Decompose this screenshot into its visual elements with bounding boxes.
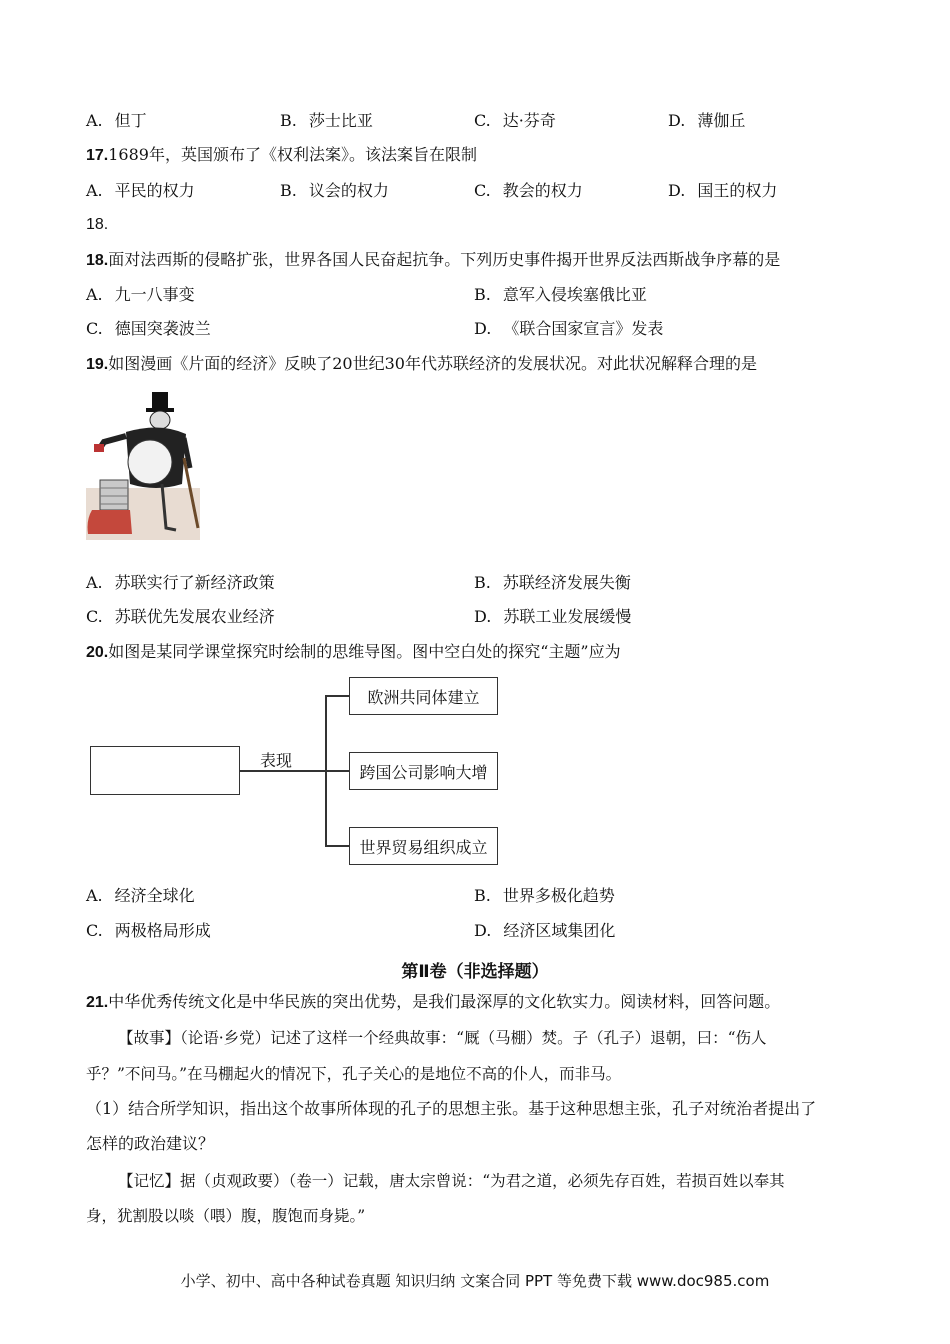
q18-option-b: B. 意军入侵埃塞俄比亚 xyxy=(474,285,647,304)
q16-option-b: B. 莎士比亚 xyxy=(280,111,373,130)
q17-option-b: B. 议会的权力 xyxy=(280,181,389,200)
q21-stem: 21.中华优秀传统文化是中华民族的突出优势，是我们最深厚的文化软实力。阅读材料，回答问题。 xyxy=(86,992,781,1011)
q20-option-c: C. 两极格局形成 xyxy=(86,921,211,940)
q19-option-d: D. 苏联工业发展缓慢 xyxy=(474,607,632,626)
q17-option-a: A. 平民的权力 xyxy=(86,181,195,200)
q18-option-a: A. 九一八事变 xyxy=(86,285,195,304)
stray-number: 18. xyxy=(86,216,109,233)
q20-option-b: B. 世界多极化趋势 xyxy=(474,886,615,905)
q21-story-line-2: 乎？”不问马。”在马棚起火的情况下，孔子关心的是地位不高的仆人，而非马。 xyxy=(86,1065,622,1083)
page-footer: 小学、初中、高中各种试卷真题 知识归纳 文案合同 PPT 等免费下载 www.doc985.com xyxy=(180,1272,770,1290)
mindmap-branch-line-3 xyxy=(325,845,349,847)
mindmap-branch-1: 欧洲共同体建立 xyxy=(349,677,498,715)
q19-option-c: C. 苏联优先发展农业经济 xyxy=(86,607,275,626)
q16-option-c: C. 达·芬奇 xyxy=(474,111,556,130)
section-title: 第Ⅱ卷（非选择题） xyxy=(401,962,549,982)
q16-option-d: D. 薄伽丘 xyxy=(668,111,746,130)
q18-option-c: C. 德国突袭波兰 xyxy=(86,319,211,338)
q19-stem: 19.如图漫画《片面的经济》反映了20世纪30年代苏联经济的发展状况。对此状况解释合理的是 xyxy=(86,354,757,373)
q19-option-a: A. 苏联实行了新经济政策 xyxy=(86,573,275,592)
q17-option-d: D. 国王的权力 xyxy=(668,181,778,200)
q19-option-b: B. 苏联经济发展失衡 xyxy=(474,573,631,592)
mindmap-branch-line-2 xyxy=(325,770,349,772)
mindmap-branch-3: 世界贸易组织成立 xyxy=(349,827,498,865)
q20-option-d: D. 经济区域集团化 xyxy=(474,921,616,940)
mindmap-connector-label: 表现 xyxy=(260,751,293,770)
q21-memory-line-1: 【记忆】据（贞观政要）（卷一）记载，唐太宗曾说：“为君之道，必须先存百姓，若损百姓以奉其 xyxy=(118,1172,785,1190)
cartoon-illustration xyxy=(86,388,200,540)
mindmap-blank-topic xyxy=(90,746,240,795)
q21-sub1-line-2: 怎样的政治建议？ xyxy=(86,1134,215,1153)
q18-stem: 18.面对法西斯的侵略扩张，世界各国人民奋起抗争。下列历史事件揭开世界反法西斯战争序幕的是 xyxy=(86,250,781,269)
mindmap-branch-2: 跨国公司影响大增 xyxy=(349,752,498,790)
q21-sub1-line-1: （1）结合所学知识，指出这个故事所体现的孔子的思想主张。基于这种思想主张，孔子对统治者提出了 xyxy=(86,1099,817,1118)
q16-option-a: A. 但丁 xyxy=(86,111,147,130)
q21-memory-line-2: 身，犹割股以啖（喂）腹，腹饱而身毙。” xyxy=(86,1207,366,1225)
q20-option-a: A. 经济全球化 xyxy=(86,886,195,905)
mindmap-branch-line-1 xyxy=(325,695,349,697)
q20-stem: 20.如图是某同学课堂探究时绘制的思维导图。图中空白处的探究“主题”应为 xyxy=(86,642,621,661)
q21-story-line-1: 【故事】（论语·乡党）记述了这样一个经典故事：“厩（马棚）焚。子（孔子）退朝，曰：“伤人 xyxy=(118,1029,767,1047)
q17-option-c: C. 教会的权力 xyxy=(474,181,583,200)
q17-stem: 17.1689年，英国颁布了《权利法案》。该法案旨在限制 xyxy=(86,145,477,164)
q18-option-d: D. 《联合国家宣言》发表 xyxy=(474,319,664,338)
